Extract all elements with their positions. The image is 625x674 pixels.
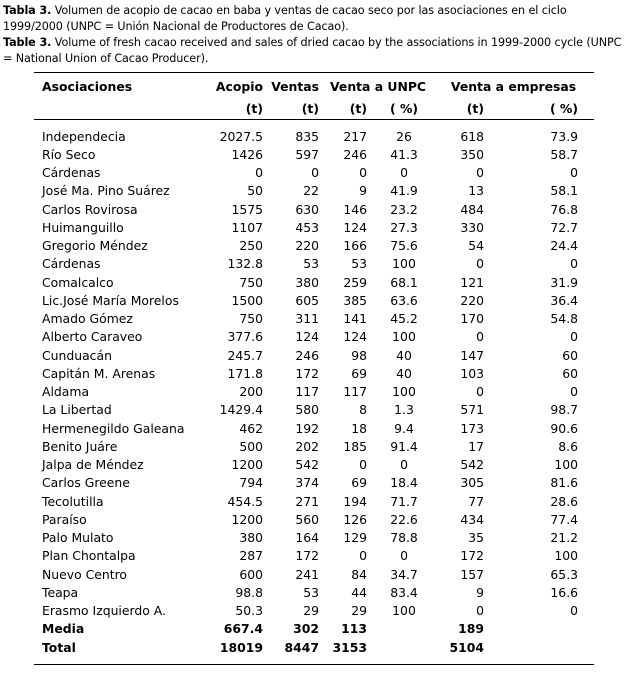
venta-empresas-t-value: 350 <box>460 146 485 162</box>
venta-empresas-pct-value: 0 <box>570 384 579 400</box>
venta-unpc-pct-value: 27.3 <box>390 219 418 235</box>
table-row <box>34 383 594 401</box>
association-name: Palo Mulato <box>42 530 114 546</box>
acopio-value: 500 <box>239 438 263 454</box>
ventas-value: 542 <box>295 457 319 473</box>
venta-empresas-t-value: 0 <box>476 603 485 619</box>
venta-unpc-t-value: 98 <box>351 347 367 363</box>
acopio-value: 380 <box>239 530 263 546</box>
venta-unpc-t-value: 53 <box>351 256 367 272</box>
table-row <box>34 510 594 528</box>
venta-unpc-t-value: 69 <box>351 475 367 491</box>
acopio-value: 1429.4 <box>219 402 263 418</box>
venta-unpc-t-value: 246 <box>343 146 367 162</box>
ventas-value: 8447 <box>284 639 319 655</box>
table-row <box>34 218 594 236</box>
venta-empresas-t-value: 434 <box>460 511 485 527</box>
unit-acopio: (t) <box>245 100 263 116</box>
unit-unpc-t: (t) <box>349 100 367 116</box>
venta-empresas-pct-value <box>489 620 594 638</box>
unit-empresas-pct: ( %) <box>549 100 579 116</box>
header-ventas: Ventas <box>271 78 319 94</box>
association-name: Independecia <box>42 128 126 144</box>
caption-english <box>3 35 623 67</box>
venta-empresas-pct-value: 8.6 <box>558 438 579 454</box>
association-name: Gregorio Méndez <box>42 238 148 254</box>
venta-unpc-t-value: 126 <box>343 511 367 527</box>
association-name: Cunduacán <box>42 347 112 363</box>
acopio-value: 377.6 <box>227 329 263 345</box>
venta-empresas-pct-value: 21.2 <box>550 530 579 546</box>
venta-empresas-t-value: 157 <box>460 566 485 582</box>
venta-empresas-t-value: 77 <box>468 493 485 509</box>
venta-unpc-pct-value: 100 <box>392 603 416 619</box>
header-venta-empresas: Venta a empresas <box>450 78 577 94</box>
unit-empresas-t: (t) <box>466 100 485 116</box>
ventas-value: 246 <box>295 347 319 363</box>
venta-empresas-t-value: 103 <box>460 365 485 381</box>
table-row <box>34 602 594 620</box>
ventas-value: 124 <box>295 329 319 345</box>
ventas-value: 271 <box>295 493 319 509</box>
association-name: Plan Chontalpa <box>42 548 136 564</box>
venta-unpc-pct-value: 78.8 <box>390 530 418 546</box>
table-row <box>34 255 594 273</box>
table-row <box>34 273 594 291</box>
acopio-value: 132.8 <box>227 256 263 272</box>
ventas-value: 53 <box>303 256 319 272</box>
association-name: Erasmo Izquierdo A. <box>42 603 166 619</box>
media-row <box>34 620 594 638</box>
venta-empresas-pct-value: 0 <box>570 603 579 619</box>
venta-empresas-t-value: 0 <box>476 384 485 400</box>
venta-empresas-t-value: 121 <box>460 274 485 290</box>
table-top-rule <box>34 72 594 73</box>
table-bottom-rule <box>34 664 594 665</box>
venta-empresas-pct-value: 31.9 <box>550 274 579 290</box>
acopio-value: 462 <box>239 420 263 436</box>
venta-empresas-pct-value: 0 <box>570 256 579 272</box>
acopio-value: 1200 <box>231 457 263 473</box>
association-name: Total <box>42 639 76 655</box>
ventas-value: 302 <box>293 621 319 637</box>
venta-unpc-t-value: 146 <box>343 201 367 217</box>
caption-spanish <box>3 3 623 35</box>
venta-unpc-t-value: 385 <box>343 292 367 308</box>
venta-empresas-pct-value: 54.8 <box>550 311 579 327</box>
ventas-value: 630 <box>295 201 319 217</box>
ventas-value: 580 <box>295 402 319 418</box>
acopio-value: 454.5 <box>227 493 263 509</box>
ventas-value: 192 <box>295 420 319 436</box>
ventas-value: 241 <box>295 566 319 582</box>
venta-unpc-pct-value <box>375 638 433 656</box>
table-row <box>34 565 594 583</box>
association-name: Paraíso <box>42 511 87 527</box>
ventas-value: 117 <box>295 384 319 400</box>
ventas-value: 597 <box>295 146 319 162</box>
table-row <box>34 200 594 218</box>
venta-empresas-pct-value: 36.4 <box>550 292 579 308</box>
venta-unpc-pct-value: 45.2 <box>390 311 418 327</box>
header-blank <box>34 97 197 119</box>
acopio-value: 750 <box>239 274 263 290</box>
venta-empresas-pct-value: 60 <box>562 347 579 363</box>
acopio-value: 1200 <box>231 511 263 527</box>
unit-unpc-pct: ( %) <box>389 100 419 116</box>
venta-empresas-t-value: 618 <box>460 128 485 144</box>
venta-empresas-t-value: 220 <box>460 292 485 308</box>
association-name: Teapa <box>42 584 79 600</box>
venta-unpc-t-value: 194 <box>343 493 367 509</box>
venta-empresas-pct-value: 90.6 <box>550 420 579 436</box>
table-row <box>34 401 594 419</box>
venta-empresas-pct-value: 24.4 <box>550 238 579 254</box>
venta-empresas-pct-value: 76.8 <box>550 201 579 217</box>
ventas-value: 311 <box>295 311 319 327</box>
caption-spanish-text: Volumen de acopio de cacao en baba y ventas de cacao seco por las asociaciones en el ciclo 1999/2000 (UNPC = Unión Nacional de Productores de Cacao). <box>3 4 567 33</box>
venta-empresas-t-value: 170 <box>460 311 485 327</box>
association-name: Amado Gómez <box>42 311 133 327</box>
association-name: José Ma. Pino Suárez <box>42 183 170 199</box>
acopio-value: 794 <box>239 475 263 491</box>
ventas-value: 172 <box>295 365 319 381</box>
table-row <box>34 456 594 474</box>
ventas-value: 835 <box>295 128 319 144</box>
table-row <box>34 328 594 346</box>
venta-unpc-pct-value: 9.4 <box>394 420 414 436</box>
table-caption <box>3 3 623 67</box>
spacer-row <box>34 119 594 127</box>
total-row <box>34 638 594 656</box>
venta-unpc-t-value: 141 <box>343 311 367 327</box>
venta-unpc-pct-value: 0 <box>400 548 408 564</box>
association-name: Carlos Rovirosa <box>42 201 138 217</box>
venta-empresas-pct-value: 77.4 <box>550 511 579 527</box>
header-row-titles <box>34 75 594 97</box>
table-row <box>34 529 594 547</box>
table-row <box>34 291 594 309</box>
venta-empresas-t-value: 0 <box>476 165 485 181</box>
association-name: Huimanguillo <box>42 219 124 235</box>
acopio-value: 1107 <box>231 219 263 235</box>
acopio-value: 171.8 <box>227 365 263 381</box>
venta-unpc-t-value: 113 <box>341 621 367 637</box>
venta-empresas-pct-value: 0 <box>570 329 579 345</box>
table-row <box>34 437 594 455</box>
venta-empresas-pct-value: 81.6 <box>550 475 579 491</box>
acopio-value: 600 <box>239 566 263 582</box>
acopio-value: 750 <box>239 311 263 327</box>
venta-empresas-pct-value: 98.7 <box>550 402 579 418</box>
acopio-value: 1575 <box>231 201 263 217</box>
association-name: Jalpa de Méndez <box>42 457 144 473</box>
venta-empresas-pct-value: 100 <box>554 548 579 564</box>
acopio-value: 50.3 <box>235 603 263 619</box>
venta-empresas-t-value: 9 <box>476 584 485 600</box>
venta-empresas-pct-value: 28.6 <box>550 493 579 509</box>
table-header <box>34 75 594 119</box>
venta-unpc-pct-value: 63.6 <box>390 292 418 308</box>
table-row <box>34 164 594 182</box>
ventas-value: 164 <box>295 530 319 546</box>
association-name: Hermenegildo Galeana <box>42 420 185 436</box>
venta-unpc-pct-value: 23.2 <box>390 201 418 217</box>
ventas-value: 560 <box>295 511 319 527</box>
cacao-table <box>34 75 594 656</box>
venta-empresas-pct-value <box>489 638 594 656</box>
table-row <box>34 419 594 437</box>
association-name: Tecolutilla <box>42 493 104 509</box>
ventas-value: 380 <box>295 274 319 290</box>
venta-unpc-pct-value: 1.3 <box>394 402 414 418</box>
acopio-value: 50 <box>247 183 263 199</box>
acopio-value: 250 <box>239 238 263 254</box>
venta-unpc-pct-value <box>375 620 433 638</box>
venta-unpc-pct-value: 100 <box>392 329 416 345</box>
venta-unpc-pct-value: 68.1 <box>390 274 418 290</box>
venta-unpc-pct-value: 40 <box>396 347 412 363</box>
acopio-value: 245.7 <box>227 347 263 363</box>
table-row <box>34 237 594 255</box>
table-body <box>34 119 594 656</box>
venta-unpc-t-value: 44 <box>351 584 367 600</box>
acopio-value: 2027.5 <box>219 128 263 144</box>
venta-unpc-pct-value: 0 <box>400 457 408 473</box>
table-row <box>34 127 594 145</box>
table-row <box>34 346 594 364</box>
association-name: Capitán M. Arenas <box>42 365 156 381</box>
ventas-value: 374 <box>295 475 319 491</box>
caption-english-text: Volume of fresh cacao received and sales of dried cacao by the associations in 1999-2000 cycle (UNPC = National Union of Cacao Producer). <box>3 36 622 65</box>
venta-empresas-t-value: 189 <box>458 621 485 637</box>
ventas-value: 172 <box>295 548 319 564</box>
venta-unpc-t-value: 124 <box>343 219 367 235</box>
venta-unpc-t-value: 29 <box>351 603 367 619</box>
association-name: La Libertad <box>42 402 112 418</box>
acopio-value: 0 <box>255 165 263 181</box>
venta-unpc-t-value: 69 <box>351 365 367 381</box>
venta-empresas-pct-value: 72.7 <box>550 219 579 235</box>
venta-empresas-t-value: 571 <box>460 402 485 418</box>
venta-unpc-t-value: 3153 <box>332 639 367 655</box>
table-row <box>34 492 594 510</box>
ventas-value: 53 <box>303 584 319 600</box>
venta-unpc-t-value: 124 <box>343 329 367 345</box>
venta-empresas-t-value: 5104 <box>449 639 485 655</box>
venta-unpc-t-value: 18 <box>351 420 367 436</box>
venta-empresas-t-value: 305 <box>460 475 485 491</box>
ventas-value: 453 <box>295 219 319 235</box>
venta-unpc-t-value: 117 <box>343 384 367 400</box>
ventas-value: 605 <box>295 292 319 308</box>
venta-empresas-pct-value: 16.6 <box>550 584 579 600</box>
venta-unpc-pct-value: 41.3 <box>390 146 418 162</box>
venta-unpc-pct-value: 83.4 <box>390 584 418 600</box>
acopio-value: 98.8 <box>235 584 263 600</box>
association-name: Nuevo Centro <box>42 566 127 582</box>
venta-empresas-t-value: 484 <box>460 201 485 217</box>
venta-empresas-t-value: 147 <box>460 347 485 363</box>
association-name: Río Seco <box>42 146 96 162</box>
venta-empresas-t-value: 542 <box>460 457 485 473</box>
table-row <box>34 474 594 492</box>
caption-english-label: Table 3. <box>3 36 52 49</box>
association-name: Media <box>42 621 85 637</box>
venta-unpc-pct-value: 100 <box>392 256 416 272</box>
venta-empresas-t-value: 0 <box>476 329 485 345</box>
acopio-value: 1500 <box>231 292 263 308</box>
acopio-value: 667.4 <box>223 621 263 637</box>
header-acopio: Acopio <box>215 78 263 94</box>
ventas-value: 202 <box>295 438 319 454</box>
venta-unpc-t-value: 0 <box>359 548 367 564</box>
venta-unpc-t-value: 129 <box>343 530 367 546</box>
venta-empresas-t-value: 54 <box>468 238 485 254</box>
venta-empresas-pct-value: 58.7 <box>550 146 579 162</box>
venta-empresas-pct-value: 58.1 <box>550 183 579 199</box>
venta-empresas-t-value: 35 <box>468 530 485 546</box>
venta-unpc-pct-value: 91.4 <box>390 438 418 454</box>
venta-empresas-t-value: 13 <box>468 183 485 199</box>
venta-unpc-pct-value: 75.6 <box>390 238 418 254</box>
ventas-value: 220 <box>295 238 319 254</box>
venta-empresas-t-value: 0 <box>476 256 485 272</box>
table-row <box>34 364 594 382</box>
association-name: Cárdenas <box>42 165 101 181</box>
table-row <box>34 583 594 601</box>
acopio-value: 200 <box>239 384 263 400</box>
venta-unpc-t-value: 0 <box>359 457 367 473</box>
venta-unpc-pct-value: 0 <box>400 165 408 181</box>
association-name: Alberto Caraveo <box>42 329 143 345</box>
acopio-value: 287 <box>239 548 263 564</box>
venta-unpc-pct-value: 100 <box>392 384 416 400</box>
venta-empresas-t-value: 172 <box>460 548 485 564</box>
header-asociaciones: Asociaciones <box>42 78 133 94</box>
venta-unpc-t-value: 185 <box>343 438 367 454</box>
unit-ventas: (t) <box>301 100 319 116</box>
table-row <box>34 310 594 328</box>
venta-empresas-pct-value: 73.9 <box>550 128 579 144</box>
venta-empresas-pct-value: 60 <box>562 365 579 381</box>
association-name: Benito Juáre <box>42 438 118 454</box>
venta-empresas-pct-value: 100 <box>554 457 579 473</box>
ventas-value: 29 <box>303 603 319 619</box>
ventas-value: 0 <box>311 165 319 181</box>
venta-unpc-t-value: 0 <box>359 165 367 181</box>
venta-empresas-t-value: 330 <box>460 219 485 235</box>
venta-unpc-t-value: 259 <box>343 274 367 290</box>
association-name: Aldama <box>42 384 90 400</box>
venta-unpc-t-value: 84 <box>351 566 367 582</box>
venta-unpc-pct-value: 41.9 <box>390 183 418 199</box>
caption-spanish-label: Tabla 3. <box>3 4 52 17</box>
venta-empresas-t-value: 173 <box>460 420 485 436</box>
table-row <box>34 182 594 200</box>
header-venta-unpc: Venta a UNPC <box>330 78 427 94</box>
acopio-value: 18019 <box>219 639 263 655</box>
venta-unpc-pct-value: 40 <box>396 365 412 381</box>
association-name: Comalcalco <box>42 274 114 290</box>
venta-unpc-pct-value: 22.6 <box>390 511 418 527</box>
table-row <box>34 145 594 163</box>
ventas-value: 22 <box>303 183 319 199</box>
venta-unpc-pct-value: 34.7 <box>390 566 418 582</box>
association-name: Cárdenas <box>42 256 101 272</box>
association-name: Carlos Greene <box>42 475 130 491</box>
venta-empresas-pct-value: 0 <box>570 165 579 181</box>
venta-unpc-t-value: 8 <box>359 402 367 418</box>
venta-unpc-pct-value: 18.4 <box>390 475 418 491</box>
table-row <box>34 547 594 565</box>
venta-empresas-pct-value: 65.3 <box>550 566 579 582</box>
venta-unpc-t-value: 166 <box>343 238 367 254</box>
association-name: Lic.José María Morelos <box>42 292 179 308</box>
venta-empresas-t-value: 17 <box>468 438 485 454</box>
header-row-units <box>34 97 594 119</box>
acopio-value: 1426 <box>231 146 263 162</box>
venta-unpc-t-value: 217 <box>343 128 367 144</box>
venta-unpc-pct-value: 26 <box>396 128 412 144</box>
venta-unpc-t-value: 9 <box>359 183 367 199</box>
venta-unpc-pct-value: 71.7 <box>390 493 418 509</box>
